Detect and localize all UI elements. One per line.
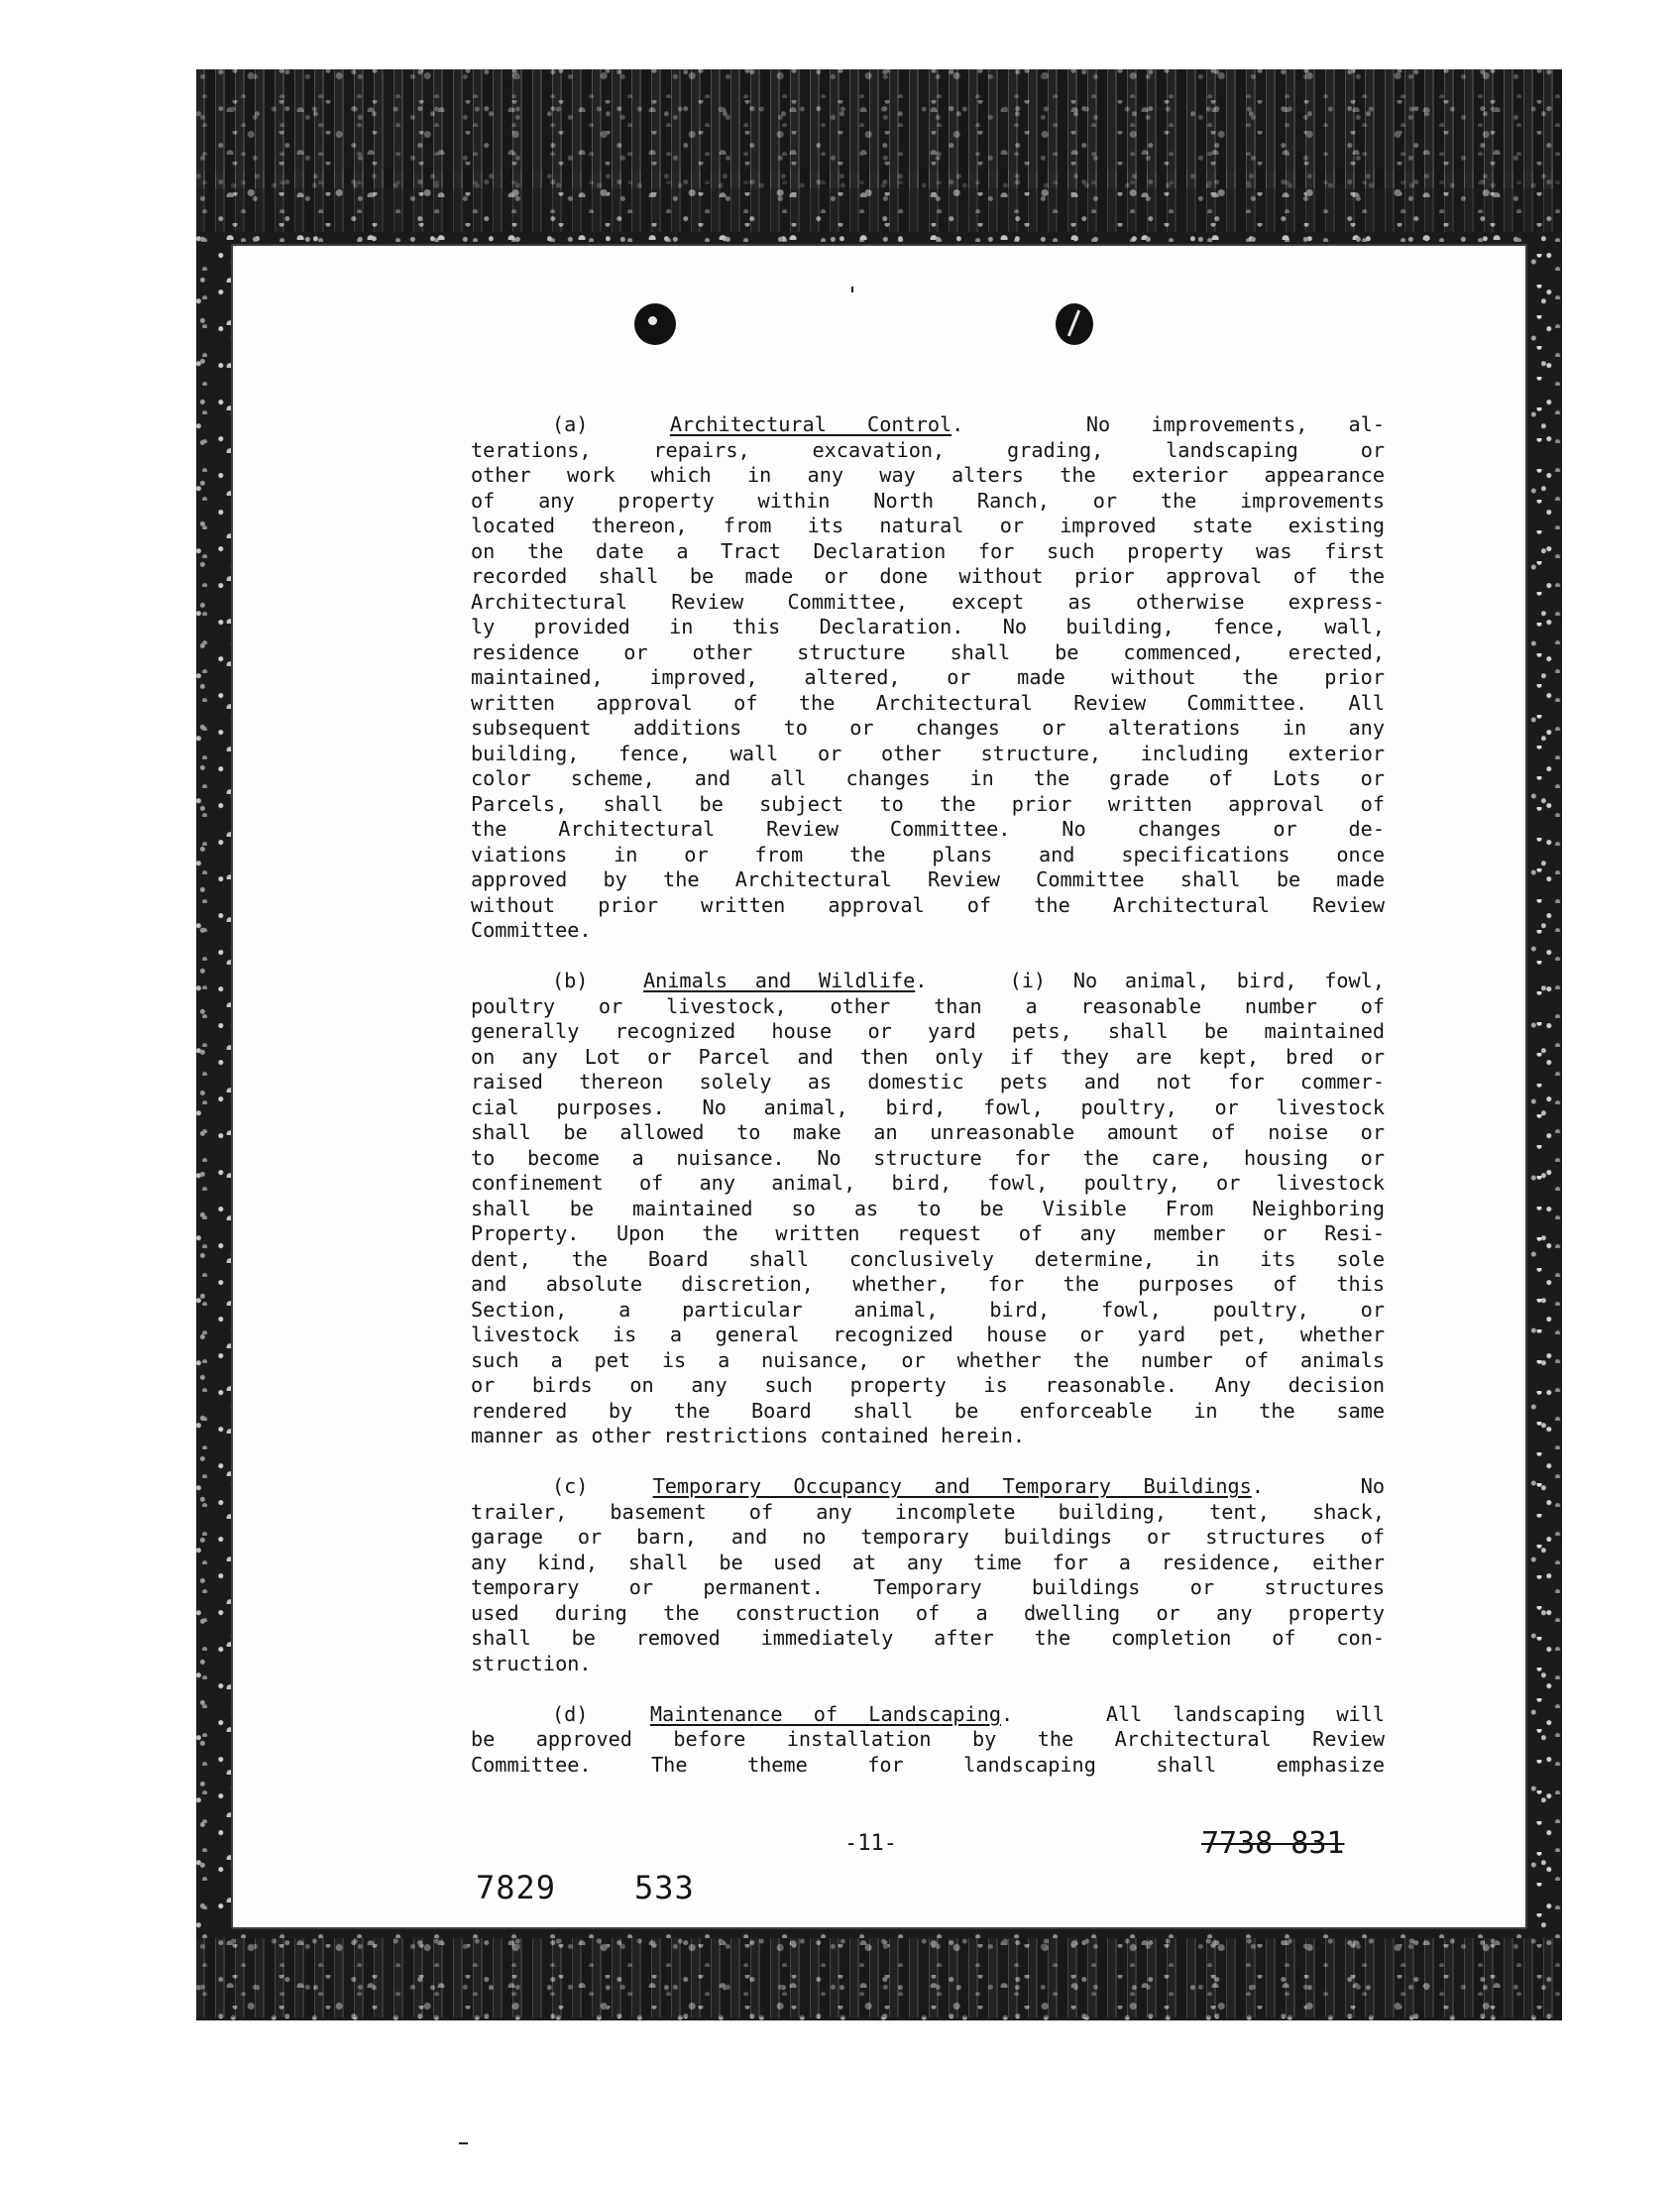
line-text: other work which in any way alters the exterior appearance — [471, 463, 1385, 487]
line-text: used during the construction of a dwelling or any property — [471, 1600, 1385, 1625]
punch-hole-right — [1056, 303, 1093, 345]
line-text: terations, repairs, excavation, grading, landscaping or — [471, 437, 1385, 462]
paragraph-first-line: (a) Architectural Control. No improvements, al- — [552, 412, 1386, 436]
line-text: on the date a Tract Declaration for such property was first — [471, 538, 1385, 563]
line-text: on any Lot or Parcel and then only if they are kept, bred or — [471, 1044, 1385, 1069]
line-text: Property. Upon the written request of any member or Resi- — [471, 1221, 1385, 1245]
line-text: Committee. — [471, 918, 592, 942]
line-text: or birds on any such property is reasonable. Any decision — [471, 1373, 1385, 1397]
punch-hole-left — [634, 303, 676, 345]
paragraph-marker: (c) — [552, 1474, 589, 1498]
record-book-number: 7829 — [476, 1869, 557, 1906]
line-text: shall be removed immediately after the completion of con- — [471, 1626, 1385, 1650]
paragraph-first-line: (b) Animals and Wildlife. (i) No animal, bird, fowl, — [552, 969, 1385, 992]
line-text: Committee. The theme for landscaping shall emphasize — [471, 1752, 1385, 1777]
paragraph-marker: (b) — [552, 969, 589, 992]
paragraph-heading: Maintenance of Landscaping — [649, 1701, 1002, 1726]
line-text: be approved before installation by the Architectural Review — [471, 1727, 1385, 1751]
line-text: recorded shall be made or done without prior approval of the — [471, 564, 1385, 588]
line-text: garage or barn, and no temporary buildings or structures of — [471, 1525, 1385, 1549]
line-text: raised thereon solely as domestic pets and not for commer- — [471, 1070, 1385, 1094]
speck-mark — [851, 287, 853, 292]
line-text: livestock is a general recognized house or yard pet, whether — [471, 1323, 1385, 1346]
struck-record-number: 7738 831 — [1201, 1826, 1345, 1861]
line-text: and absolute discretion, whether, for the purposes of this — [471, 1272, 1385, 1296]
scan-noise-bottom — [196, 1938, 1562, 2017]
line-text: subsequent additions to or changes or alterations in any — [471, 716, 1385, 740]
line-text: residence or other structure shall be commenced, erected, — [471, 639, 1385, 664]
line-text: ly provided in this Declaration. No building, fence, wall, — [471, 615, 1385, 638]
line-text: shall be maintained so as to be Visible From Neighboring — [471, 1196, 1385, 1220]
line-text: maintained, improved, altered, or made without the prior — [471, 665, 1385, 689]
paragraph-marker: (d) — [552, 1701, 589, 1726]
line-text: without prior written approval of the Architectural Review — [471, 892, 1385, 917]
line-text: color scheme, and all changes in the grade of Lots or — [471, 766, 1385, 790]
line-text: approved by the Architectural Review Committee shall be made — [471, 867, 1385, 891]
record-page-number: 533 — [634, 1869, 695, 1906]
line-text: dent, the Board shall conclusively determine, in its sole — [471, 1246, 1385, 1271]
line-text: shall be allowed to make an unreasonable amount of noise or — [471, 1120, 1385, 1144]
line-text: All landscaping will — [1105, 1701, 1386, 1726]
line-text: to become a nuisance. No structure for the care, housing or — [471, 1145, 1385, 1170]
scan-noise-band — [196, 171, 1562, 232]
paragraph-first-line: (c) Temporary Occupancy and Temporary Buildings. No — [552, 1474, 1385, 1498]
paragraph-marker: (a) — [552, 412, 589, 436]
line-text: No improvements, al- — [1085, 412, 1386, 436]
line-text: generally recognized house or yard pets, shall be maintained — [471, 1019, 1385, 1043]
line-text: the Architectural Review Committee. No changes or de- — [471, 817, 1385, 841]
line-text: Architectural Review Committee, except as otherwise express- — [471, 589, 1385, 614]
line-text: cial purposes. No animal, bird, fowl, poultry, or livestock — [471, 1094, 1385, 1119]
line-text: No — [1360, 1474, 1385, 1498]
line-text: viations in or from the plans and specifications once — [471, 842, 1385, 866]
line-text: temporary or permanent. Temporary buildings or structures — [471, 1575, 1385, 1599]
line-text: confinement of any animal, bird, fowl, poultry, or livestock — [471, 1171, 1385, 1195]
line-text: any kind, shall be used at any time for a residence, either — [471, 1550, 1385, 1574]
paragraph-architectural-control — [471, 412, 1385, 944]
line-text: Section, a particular animal, bird, fowl, poultry, or — [471, 1297, 1385, 1322]
line-text: located thereon, from its natural or improved state existing — [471, 514, 1385, 537]
paragraph-heading: Temporary Occupancy and Temporary Buildings — [652, 1474, 1252, 1498]
paragraph-first-line: (d) Maintenance of Landscaping. All landscaping will — [552, 1701, 1386, 1726]
line-text: of any property within North Ranch, or the improvements — [471, 488, 1385, 513]
document-body — [471, 412, 1385, 1803]
line-text: rendered by the Board shall be enforceable in the same — [471, 1398, 1385, 1423]
paragraph-temporary-occupancy — [471, 1474, 1385, 1676]
line-text: manner as other restrictions contained herein. — [471, 1424, 1026, 1447]
line-text: (i) No animal, bird, fowl, — [1009, 969, 1385, 992]
line-text: struction. — [471, 1651, 592, 1675]
line-text: written approval of the Architectural Review Committee. All — [471, 690, 1385, 715]
line-text: Parcels, shall be subject to the prior written approval of — [471, 791, 1385, 816]
speck-mark — [459, 2142, 468, 2144]
line-text: trailer, basement of any incomplete building, tent, shack, — [471, 1499, 1385, 1524]
line-text: such a pet is a nuisance, or whether the number of animals — [471, 1347, 1385, 1372]
paragraph-landscaping — [471, 1702, 1385, 1779]
page-number: -11- — [844, 1831, 897, 1856]
paragraph-animals-wildlife — [471, 969, 1385, 1449]
paragraph-heading: Animals and Wildlife — [642, 969, 916, 992]
line-text: building, fence, wall or other structure, including exterior — [471, 741, 1385, 765]
line-text: poultry or livestock, other than a reasonable number of — [471, 993, 1385, 1018]
paragraph-heading: Architectural Control — [669, 412, 952, 436]
